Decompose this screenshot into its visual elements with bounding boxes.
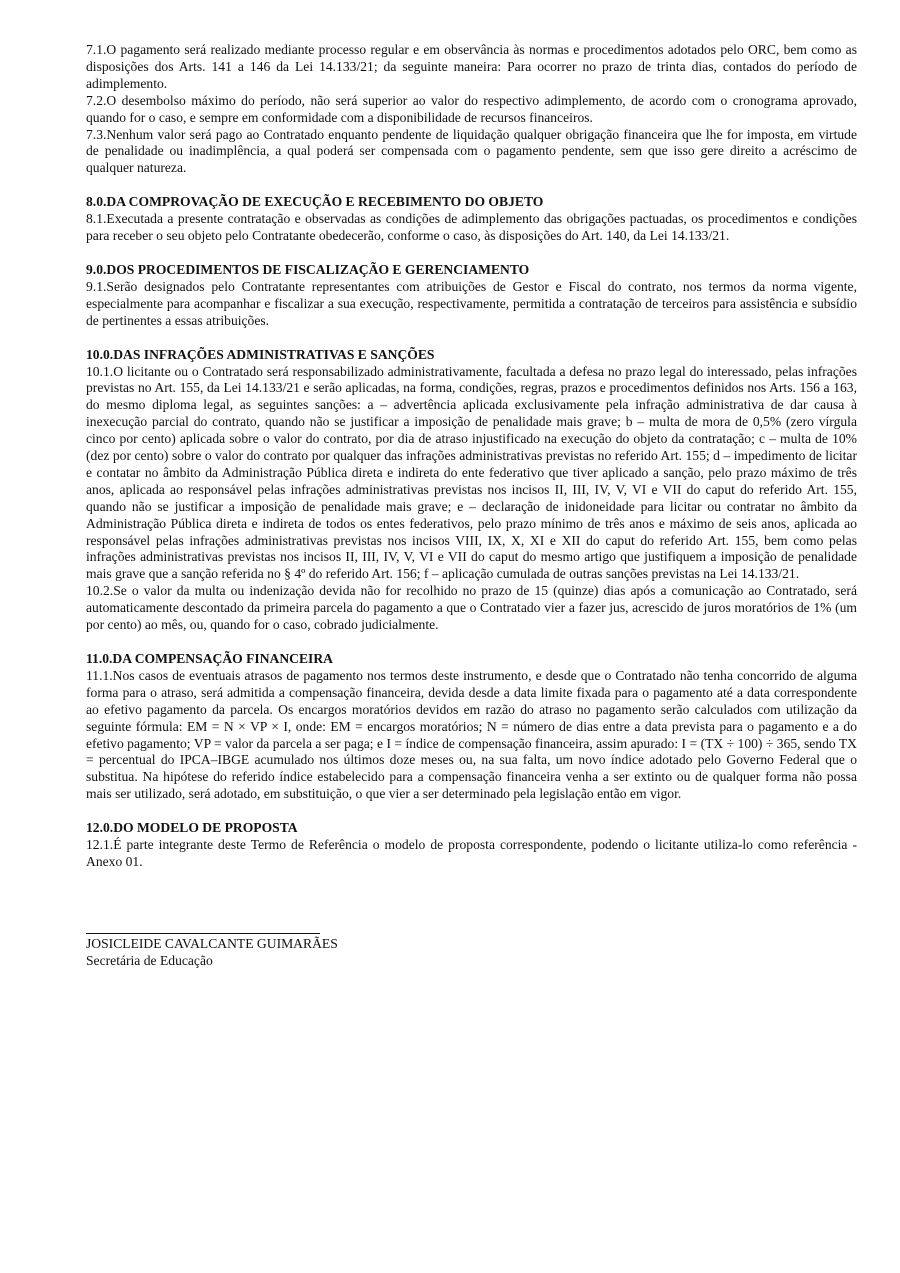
document-page: [86, 42, 857, 970]
signatory-name: JOSICLEIDE CAVALCANTE GUIMARÃES: [86, 935, 338, 951]
section-11-heading: 11.0.DA COMPENSAÇÃO FINANCEIRA: [86, 651, 333, 666]
signature-line: [86, 933, 320, 934]
section-10: [86, 347, 857, 634]
paragraph-7-3: 7.3.Nenhum valor será pago ao Contratado enquanto pendente de liquidação qualquer obrigação financeira que lhe for imposta, em virtude de penalidade ou inadimplência, a qual poderá ser compensada com o pagamento pendente, sem que isso gere direito a acréscimo de qualquer natureza.: [86, 126, 857, 176]
section-8-heading: 8.0.DA COMPROVAÇÃO DE EXECUÇÃO E RECEBIMENTO DO OBJETO: [86, 194, 544, 210]
paragraph-10-2: 10.2.Se o valor da multa ou indenização devida não for recolhido no prazo de 15 (quinze) dias após a comunicação ao Contratado, será automaticamente descontado da primeira parcela do pagamento a que o Contratado vier a fazer jus, acrescido de juros moratórios de 1% (um por cento) ao mês, ou, quando for o caso, cobrado judicialmente.: [86, 583, 857, 633]
paragraph-8-1: 8.1.Executada a presente contratação e observadas as condições de adimplemento das obrigações pactuadas, os procedimentos e condições para receber o seu objeto pelo Contratante obedecerão, conforme o caso, às disposições do Art. 140, da Lei 14.133/21.: [86, 211, 857, 244]
paragraph-12-1: 12.1.É parte integrante deste Termo de Referência o modelo de proposta correspondente, podendo o licitante utiliza-lo como referência - Anexo 01.: [86, 837, 857, 869]
paragraph-11-1: 11.1.Nos casos de eventuais atrasos de pagamento nos termos deste instrumento, e desde que o Contratado não tenha concorrido de alguma forma para o atraso, será admitida a compensação financeira, devida desde a data limite fixada para o pagamento até a data correspondente ao efetivo pagamento da parcela. Os encargos moratórios devidos em razão do atraso no pagamento serão calculados com utilização da seguinte fórmula: EM = N × VP × I, onde: EM = encargos moratórios; N = número de dias entre a data prevista para o pagamento e a do efetivo pagamento; VP = valor da parcela a ser paga; e I = índice de compensação financeira, assim apurado: I = (TX ÷ 100) ÷ 365, sendo TX = percentual do IPCA–IBGE acumulado nos últimos doze meses ou, na sua falta, um novo índice adotado pelo Governo Federal que o substitua. Na hipótese do referido índice estabelecido para a compensação financeira venha a ser extinto ou de qualquer forma não possa mais ser utilizado, será adotado, em substituição, o que vier a ser determinado pela legislação então em vigor.: [86, 667, 857, 802]
section-9: [86, 262, 857, 330]
section-12-heading: 12.0.DO MODELO DE PROPOSTA: [86, 820, 298, 836]
paragraph-7-2: 7.2.O desembolso máximo do período, não será superior ao valor do respectivo adimplemento, de acordo com o cronograma aprovado, quando for o caso, e sempre em conformidade com a disponibilidade de recursos financeiros.: [86, 92, 857, 125]
paragraph-9-1: 9.1.Serão designados pelo Contratante representantes com atribuições de Gestor e Fiscal do contrato, nos termos da norma vigente, especialmente para acompanhar e fiscalizar a sua execução, respectivamente, permitida a contratação de terceiros para assistência e subsídio de pertinentes a essas atribuições.: [86, 278, 857, 328]
section-12: [86, 820, 857, 871]
section-11: [86, 651, 857, 803]
section-7-payment: [86, 42, 857, 177]
section-10-heading: 10.0.DAS INFRAÇÕES ADMINISTRATIVAS E SANÇÕES: [86, 346, 435, 362]
section-9-heading: 9.0.DOS PROCEDIMENTOS DE FISCALIZAÇÃO E GERENCIAMENTO: [86, 261, 530, 277]
paragraph-10-1: 10.1.O licitante ou o Contratado será responsabilizado administrativamente, facultada a defesa no prazo legal do interessado, pelas infrações previstas no Art. 155, da Lei 14.133/21 e serão aplicadas, na forma, condições, regras, prazos e procedimentos definidos nos Arts. 156 a 163, do mesmo diploma legal, as seguintes sanções: a – advertência aplicada exclusivamente pela infração administrativa de dar causa à inexecução parcial do contrato, quando não se justificar a imposição de penalidade mais grave; b – multa de mora de 0,5% (zero vírgula cinco por cento) aplicada sobre o valor do contrato, por dia de atraso injustificado na execução do objeto da contratação; c – multa de 10% (dez por cento) sobre o valor do contrato por qualquer das infrações administrativas previstas no referido Art. 155; d – impedimento de licitar e contatar no âmbito da Administração Pública direta e indireta do ente federativo que tiver aplicado a sanção, pelo prazo máximo de três anos, aplicada ao responsável pelas infrações administrativas previstas nos incisos II, III, IV, V, VI e VII do caput do referido Art. 155, quando não se justificar a imposição de penalidade mais grave; e – declaração de inidoneidade para licitar ou contratar no âmbito da Administração Pública direta e indireta de todos os entes federativos, pelo prazo mínimo de três anos e máximo de seis anos, aplicada ao responsável pelas infrações administrativas previstas nos incisos VIII, IX, X, XI e XII do caput do referido Art. 155, bem como pelas infrações administrativas previstas nos incisos II, III, IV, V, VI e VII do caput do mesmo artigo que justifiquem a imposição de penalidade mais grave que a sanção referida no § 4º do referido Art. 156; f – aplicação cumulada de outras sanções previstas na Lei 14.133/21.: [86, 363, 857, 582]
paragraph-7-1: 7.1.O pagamento será realizado mediante processo regular e em observância às normas e procedimentos adotados pelo ORC, bem como as disposições dos Arts. 141 a 146 da Lei 14.133/21; da seguinte maneira: Para ocorrer no prazo de trinta dias, contados do período de adimplemento.: [86, 42, 857, 91]
signatory-role: Secretária de Educação: [86, 952, 213, 968]
signature-block: [86, 933, 857, 970]
section-8: [86, 194, 857, 245]
